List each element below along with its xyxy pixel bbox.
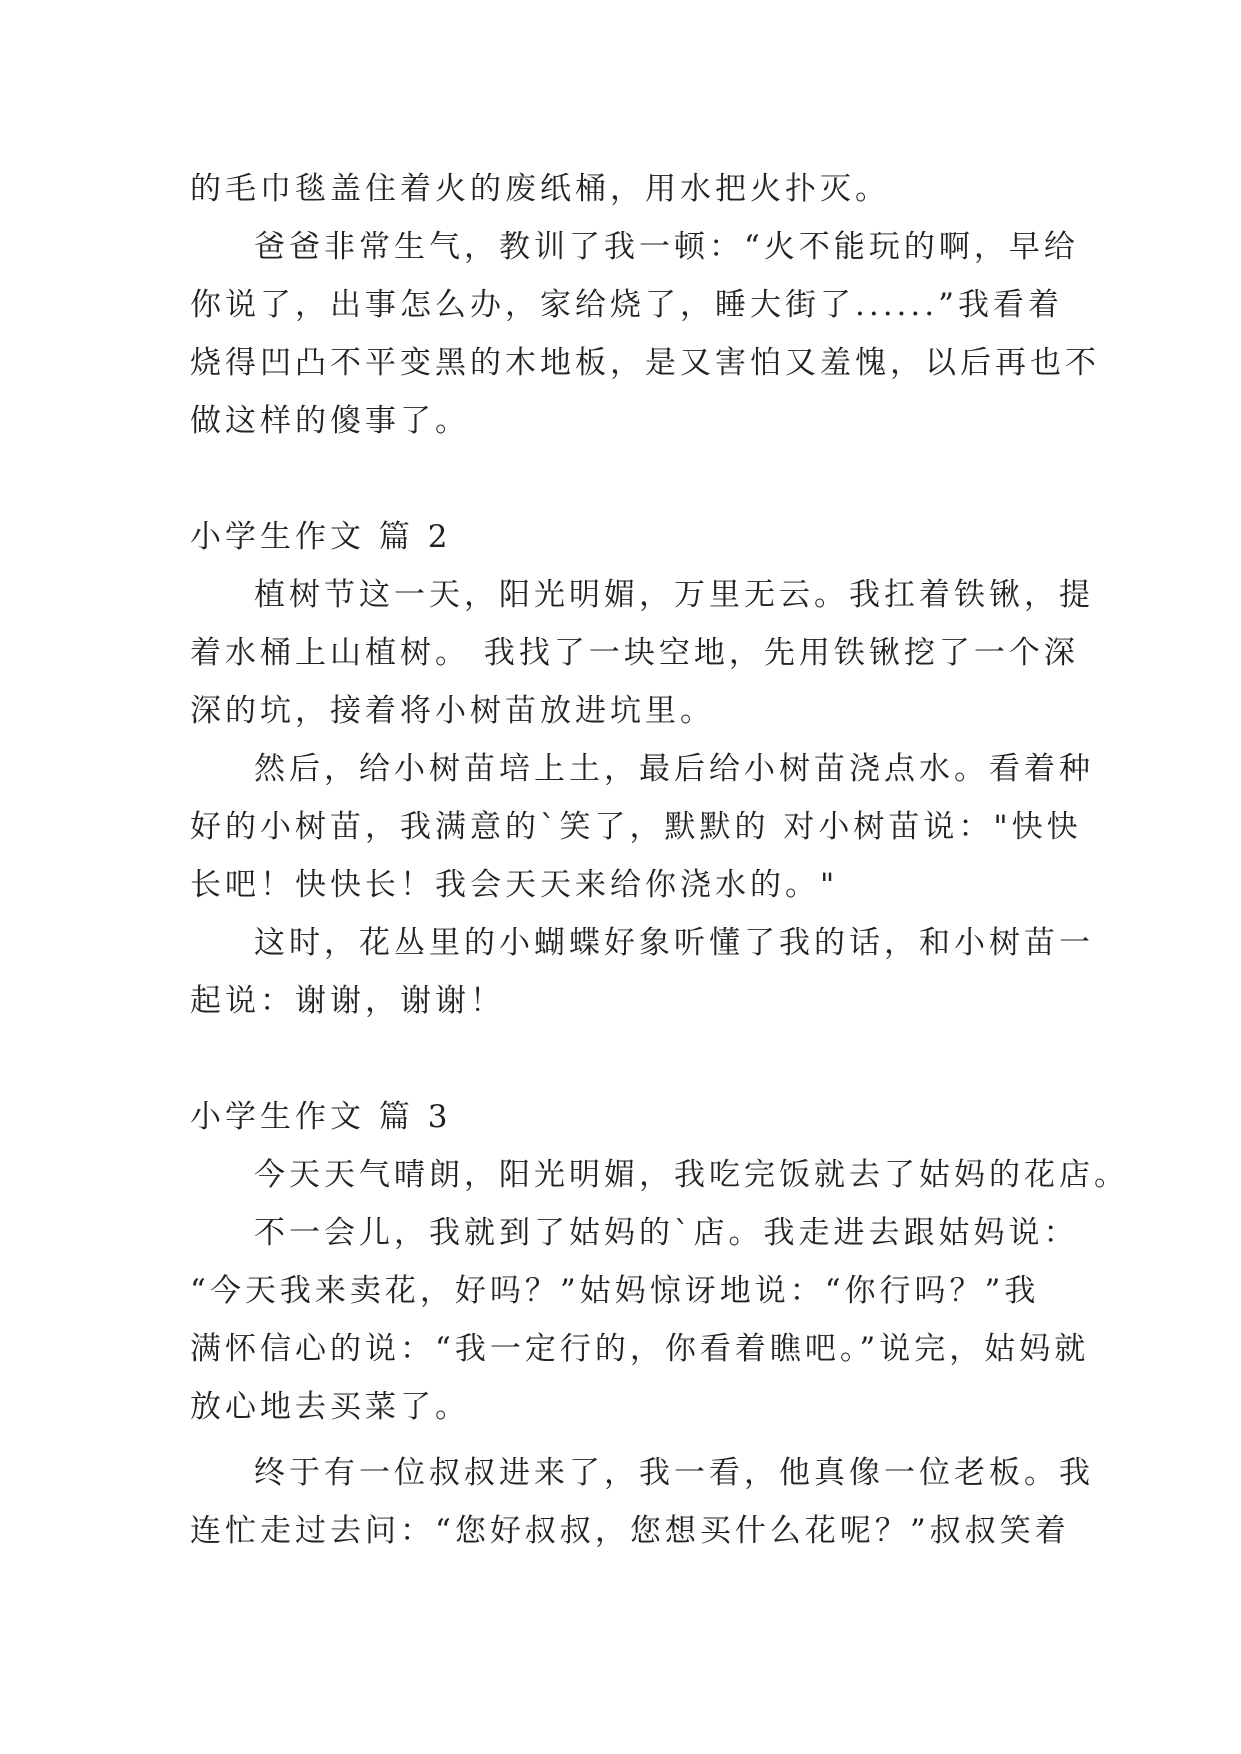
paragraph	[190, 1444, 1094, 1560]
section-spacer	[190, 450, 1056, 508]
text-line: 烧得凹凸不平变黑的木地板，是又害怕又羞愧，以后再也不	[190, 345, 1100, 381]
text-line: 你说了，出事怎么办，家给烧了，睡大街了......”我看着	[190, 287, 1063, 323]
text-line: 满怀信心的说：“我一定行的，你看着瞧吧。”说完，姑妈就	[190, 1331, 1090, 1367]
section-essay-2	[190, 508, 1094, 1030]
text-line: 好的小树苗，我满意的`笑了，默默的 对小树苗说："快快	[190, 809, 1082, 845]
paragraph	[190, 566, 1094, 740]
text-line: 放心地去买菜了。	[190, 1389, 470, 1425]
document-page	[190, 160, 1129, 1560]
text-line: 深的坑，接着将小树苗放进坑里。	[190, 693, 715, 729]
text-line: 的毛巾毯盖住着火的废纸桶，用水把火扑灭。	[190, 171, 890, 207]
text-line: 起说：谢谢，谢谢！	[190, 983, 505, 1019]
text-line: 今天天气晴朗，阳光明媚，我吃完饭就去了姑妈的花店。	[254, 1157, 1129, 1193]
paragraph	[190, 218, 1100, 450]
text-line: 爸爸非常生气，教训了我一顿：“火不能玩的啊，早给	[254, 229, 1079, 265]
paragraph	[190, 1146, 1129, 1204]
text-line: 终于有一位叔叔进来了，我一看，他真像一位老板。我	[254, 1455, 1094, 1491]
text-line: 做这样的傻事了。	[190, 403, 470, 439]
paragraph	[190, 914, 1094, 1030]
paragraph	[190, 1204, 1090, 1436]
text-line: 这时，花丛里的小蝴蝶好象听懂了我的话，和小树苗一	[254, 925, 1094, 961]
section-spacer	[190, 1030, 1056, 1088]
text-line: 长吧！快快长！我会天天来给你浇水的。"	[190, 867, 839, 903]
text-line: 然后，给小树苗培上土，最后给小树苗浇点水。看着种	[254, 751, 1094, 787]
section-heading: 小学生作文 篇 2	[190, 519, 452, 555]
section-essay-3	[190, 1088, 1129, 1560]
paragraph	[190, 160, 1056, 218]
paragraph	[190, 740, 1094, 914]
section-heading: 小学生作文 篇 3	[190, 1099, 452, 1135]
text-line: “今天我来卖花，好吗？”姑妈惊讶地说：“你行吗？”我	[190, 1273, 1040, 1309]
text-line: 植树节这一天，阳光明媚，万里无云。我扛着铁锹，提	[254, 577, 1094, 613]
text-line: 不一会儿，我就到了姑妈的`店。我走进去跟姑妈说：	[254, 1215, 1079, 1251]
text-line: 着水桶上山植树。 我找了一块空地，先用铁锹挖了一个深	[190, 635, 1079, 671]
text-line: 连忙走过去问：“您好叔叔，您想买什么花呢？”叔叔笑着	[190, 1513, 1070, 1549]
paragraph-spacer	[190, 1436, 1056, 1444]
section-continuation	[190, 160, 1100, 450]
